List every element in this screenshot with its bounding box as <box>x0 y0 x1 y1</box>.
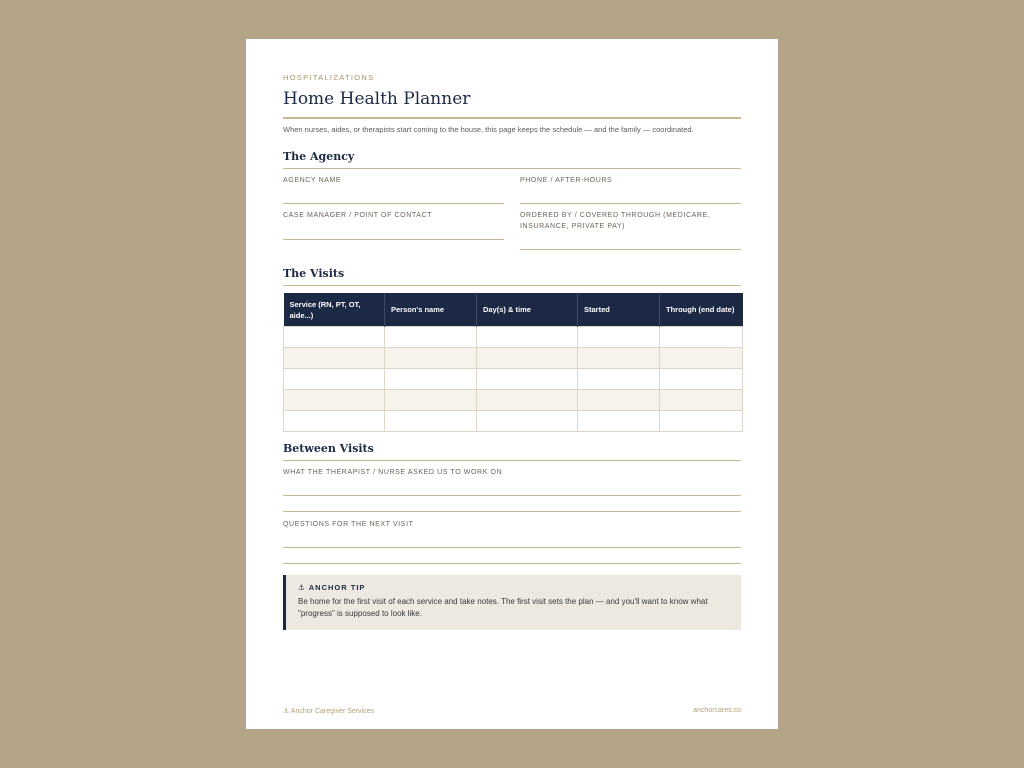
footer-url[interactable]: anchorcares.co <box>693 707 741 714</box>
visits-divider <box>283 285 741 286</box>
table-cell[interactable] <box>660 390 743 411</box>
table-cell[interactable] <box>578 390 660 411</box>
tip-text: Be home for the first visit of each service and take notes. The first visit sets the plan — and you'll want to know what "progress" is supposed to look like. <box>298 597 708 618</box>
questions-label: QUESTIONS FOR THE NEXT VISIT <box>283 521 414 528</box>
between-visits-heading: Between Visits <box>283 442 374 455</box>
visits-table <box>283 293 743 432</box>
table-cell[interactable] <box>477 327 578 348</box>
phone-field[interactable] <box>520 203 741 204</box>
work-on-label: WHAT THE THERAPIST / NURSE ASKED US TO WORK ON <box>283 469 503 476</box>
table-cell[interactable] <box>477 411 578 432</box>
agency-divider <box>283 168 741 169</box>
ordered-by-field[interactable] <box>520 249 741 250</box>
table-row <box>284 390 743 411</box>
col-service: Service (RN, PT, OT, aide...) <box>284 293 385 327</box>
table-cell[interactable] <box>660 327 743 348</box>
table-cell[interactable] <box>284 327 385 348</box>
table-header-row <box>284 293 743 327</box>
table-row <box>284 327 743 348</box>
questions-line-1[interactable] <box>283 547 741 548</box>
table-cell[interactable] <box>385 369 477 390</box>
table-cell[interactable] <box>660 348 743 369</box>
visits-heading: The Visits <box>283 267 345 280</box>
table-cell[interactable] <box>284 390 385 411</box>
anchor-tip-box <box>283 575 741 630</box>
between-visits-divider <box>283 460 741 461</box>
table-row <box>284 411 743 432</box>
table-cell[interactable] <box>477 369 578 390</box>
agency-name-field[interactable] <box>283 203 504 204</box>
table-cell[interactable] <box>660 411 743 432</box>
work-on-line-2[interactable] <box>283 511 741 512</box>
table-row <box>284 369 743 390</box>
table-cell[interactable] <box>578 369 660 390</box>
table-cell[interactable] <box>284 348 385 369</box>
table-cell[interactable] <box>385 348 477 369</box>
table-cell[interactable] <box>477 390 578 411</box>
anchor-icon: ⚓ <box>298 583 306 592</box>
phone-label: PHONE / AFTER-HOURS <box>520 177 613 184</box>
table-cell[interactable] <box>660 369 743 390</box>
table-cell[interactable] <box>385 327 477 348</box>
case-manager-label: CASE MANAGER / POINT OF CONTACT <box>283 212 433 219</box>
page-title: Home Health Planner <box>283 89 471 109</box>
work-on-line-1[interactable] <box>283 495 741 496</box>
planner-page <box>246 39 778 729</box>
table-row <box>284 348 743 369</box>
intro-text: When nurses, aides, or therapists start coming to the house, this page keeps the schedule — and the family — coordinated. <box>283 125 694 134</box>
questions-line-2[interactable] <box>283 563 741 564</box>
section-eyebrow: HOSPITALIZATIONS <box>283 73 375 82</box>
table-cell[interactable] <box>284 411 385 432</box>
table-cell[interactable] <box>578 411 660 432</box>
col-through: Through (end date) <box>660 293 743 327</box>
col-person-name: Person's name <box>385 293 477 327</box>
tip-heading-text: ANCHOR TIP <box>308 583 366 592</box>
case-manager-field[interactable] <box>283 239 504 240</box>
col-days-time: Day(s) & time <box>477 293 578 327</box>
table-cell[interactable] <box>477 348 578 369</box>
table-cell[interactable] <box>578 327 660 348</box>
table-cell[interactable] <box>578 348 660 369</box>
agency-name-label: AGENCY NAME <box>283 177 342 184</box>
table-cell[interactable] <box>385 390 477 411</box>
table-cell[interactable] <box>385 411 477 432</box>
col-started: Started <box>578 293 660 327</box>
title-divider <box>283 117 741 119</box>
tip-heading <box>298 583 729 592</box>
agency-heading: The Agency <box>283 150 355 163</box>
ordered-by-label: ORDERED BY / COVERED THROUGH (MEDICARE, INSURANCE, PRIVATE PAY) <box>520 212 711 230</box>
table-cell[interactable] <box>284 369 385 390</box>
footer-brand: ⚓ Anchor Caregiver Services <box>283 708 375 715</box>
